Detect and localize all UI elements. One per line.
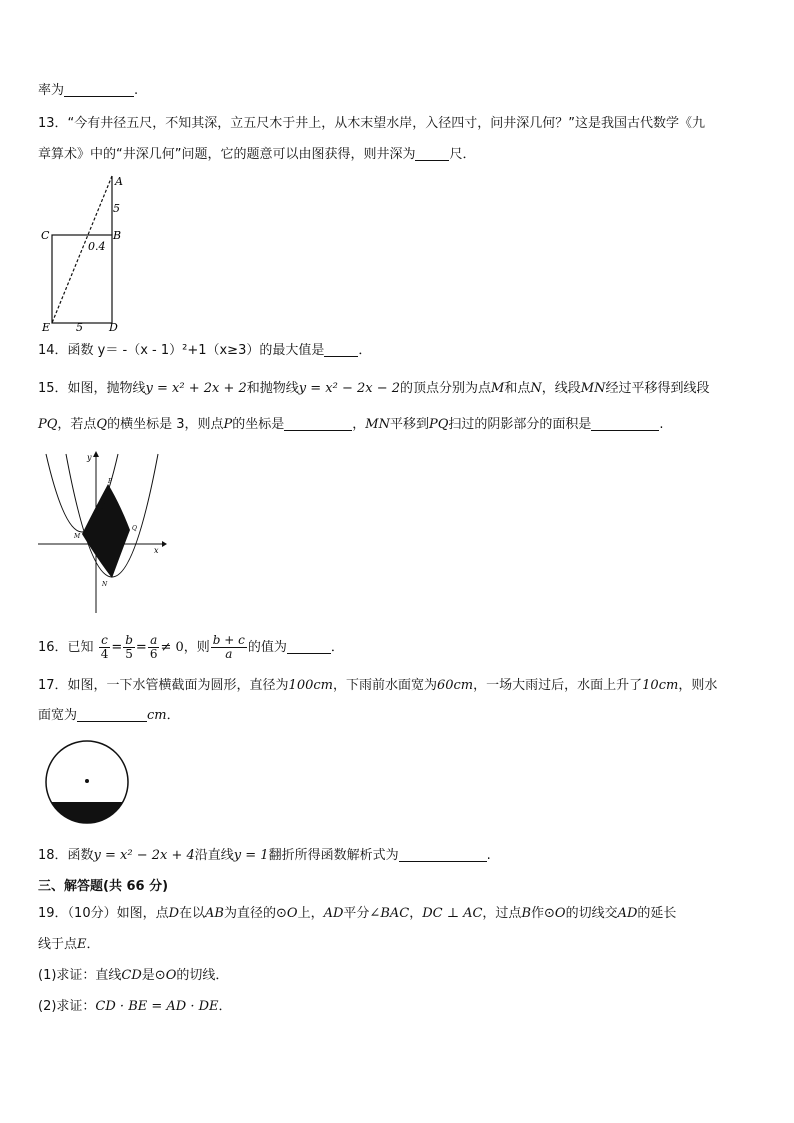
q15-end: .: [659, 417, 664, 432]
q19-part1-b: 是⊙: [141, 968, 166, 983]
q17-rise: 10cm: [642, 678, 679, 693]
section-title: 三、解答题(共 66 分): [38, 879, 169, 894]
q15-PQ: PQ: [38, 417, 58, 432]
q19-O: O: [286, 906, 298, 921]
answer-blank[interactable]: [399, 847, 487, 862]
q19-text-d: 上，: [297, 906, 324, 921]
q17-text-e: ，则水: [678, 678, 718, 693]
q15-text-e: ，线段: [541, 381, 581, 396]
section-heading: [38, 878, 168, 896]
q12-tail: [38, 82, 138, 100]
q17-text-c: ，一场大雨过后，水面上升了: [473, 678, 643, 693]
q19-line1: [38, 905, 676, 923]
q17-diameter: 100cm: [288, 678, 333, 693]
q14-text: 14．函数 y＝ -（x - 1）²+1（x≥3）的最大值是: [38, 343, 325, 358]
q19-part1-a: (1)求证：直线: [38, 968, 122, 983]
q13-line1: [38, 115, 705, 133]
q13-line2: [38, 146, 476, 164]
fraction-numerator: a: [148, 634, 160, 648]
q16-line: [38, 633, 344, 663]
answer-blank[interactable]: [77, 707, 147, 722]
q17-line1: [38, 677, 717, 695]
q15-text-d: 和点: [504, 381, 531, 396]
q19-text-j: 的延长: [637, 906, 677, 921]
q19-text-g: ，过点: [482, 906, 522, 921]
answer-blank[interactable]: [591, 416, 659, 431]
not-equal-zero: ≠ 0: [160, 640, 184, 655]
parabola-figure: [36, 450, 166, 616]
q19-CD: CD: [121, 968, 142, 983]
q19-part2-equation: CD · BE = AD · DE: [95, 999, 219, 1014]
answer-blank[interactable]: [284, 416, 352, 431]
q15-MN: MN: [580, 381, 606, 396]
q15-line2: [38, 416, 664, 434]
q19-O-3: O: [165, 968, 177, 983]
q19-O-2: O: [554, 906, 566, 921]
q19-text-a: 19．（10分）如图，点: [38, 906, 169, 921]
q19-text-line2a: 线于点: [38, 937, 78, 952]
q15-MN-2: MN: [365, 417, 390, 432]
equals-sign: =: [135, 640, 147, 655]
q15-text-h: 的横坐标是 3，则点: [107, 417, 224, 432]
q19-part2: [38, 998, 232, 1016]
label-N: N: [102, 581, 108, 588]
q19-text-h: 作⊙: [531, 906, 555, 921]
q15-text-b: 和抛物线: [246, 381, 299, 396]
q15-P: P: [223, 417, 233, 432]
q16-end: ．: [330, 640, 344, 655]
label-C: C: [41, 229, 50, 242]
fraction-bc-a: [211, 634, 247, 661]
q17-text-line2: 面宽为: [38, 708, 78, 723]
q19-text-b: 在以: [179, 906, 206, 921]
q13-text-2: 章算术》中的“井深几何”问题，它的题意可以由图获得，则井深为: [38, 147, 416, 162]
q18-line-equation: y = 1: [233, 848, 269, 863]
q15-text-i: 的坐标是: [232, 417, 285, 432]
q19-AD: AD: [323, 906, 344, 921]
q19-text-f: ，: [409, 906, 423, 921]
q13-text-1: 13．“今有井径五尺，不知其深，立五尺木于井上，从木末望水岸，入径四寸，问井深几何？”这是我国古代数学《九: [38, 116, 706, 131]
label-P: P: [108, 478, 113, 485]
q18-text-b: 沿直线: [194, 848, 234, 863]
label-len-AB: 5: [113, 202, 120, 215]
label-len-CB: 0.4: [88, 240, 106, 253]
fraction-b-5: [123, 634, 135, 661]
fraction-numerator: b: [125, 633, 133, 647]
answer-blank[interactable]: [287, 639, 331, 654]
y-axis-arrow: [93, 451, 99, 457]
label-B: B: [113, 229, 122, 242]
q19-text-c: 为直径的⊙: [224, 906, 287, 921]
label-y: y: [87, 453, 92, 462]
q16-text-b: ，则: [183, 640, 210, 655]
q15-equation-1: y = x² + 2x + 2: [145, 381, 247, 396]
q19-E: E: [77, 937, 87, 952]
q17-width: 60cm: [436, 678, 474, 693]
q19-D: D: [168, 906, 180, 921]
q15-text-k: 平移到: [389, 417, 429, 432]
q15-text-g: ，若点: [57, 417, 97, 432]
fraction-c-4: [99, 634, 111, 661]
q15-text-c: 的顶点分别为点: [400, 381, 492, 396]
q15-text-f: 经过平移得到线段: [605, 381, 710, 396]
q19-angle: ∠BAC: [369, 906, 410, 921]
q19-AB: AB: [205, 906, 224, 921]
q17-unit: cm: [147, 708, 167, 723]
q19-text-e: 平分: [343, 906, 370, 921]
q18-text-c: 翻折所得函数解析式为: [268, 848, 399, 863]
answer-blank[interactable]: [415, 146, 449, 161]
well-figure: [38, 172, 138, 334]
q18-end: .: [486, 848, 491, 863]
label-M: M: [74, 533, 81, 540]
q12-end: .: [134, 83, 139, 98]
label-E: E: [42, 321, 51, 334]
fraction-denominator: 4: [100, 647, 109, 661]
fraction-numerator: b + c: [212, 633, 245, 647]
q19-text-i: 的切线交: [565, 906, 618, 921]
q17-text-b: ，下雨前水面宽为: [332, 678, 437, 693]
label-x: x: [154, 546, 159, 555]
q15-equation-2: y = x² − 2x − 2: [298, 381, 401, 396]
center-point: [85, 779, 89, 783]
q15-N: N: [530, 381, 542, 396]
fraction-denominator: 5: [125, 647, 133, 661]
q17-line2: [38, 707, 180, 725]
q18-line: [38, 847, 491, 865]
q17-text-a: 17．如图，一下水管横截面为圆形，直径为: [38, 678, 289, 693]
q19-part1: [38, 967, 228, 985]
equals-sign: =: [111, 640, 123, 655]
q19-perpendicular: DC ⊥ AC: [422, 906, 483, 921]
label-len-ED: 5: [76, 321, 83, 334]
q15-text-l: 扫过的阴影部分的面积是: [448, 417, 592, 432]
q19-part2-a: (2)求证：: [38, 999, 96, 1014]
pipe-figure: [43, 741, 133, 827]
q14-line: [38, 342, 371, 360]
q19-AD-2: AD: [617, 906, 638, 921]
q15-text-j: ，: [352, 417, 366, 432]
q14-end: ．: [358, 343, 372, 358]
fraction-numerator: c: [99, 634, 111, 648]
q19-B: B: [521, 906, 531, 921]
answer-blank[interactable]: [324, 342, 358, 357]
q16-text-c: 的值为: [247, 640, 287, 655]
q15-Q: Q: [96, 417, 108, 432]
fraction-denominator: 6: [149, 647, 158, 661]
label-A: A: [115, 175, 123, 188]
label-Q: Q: [132, 525, 137, 532]
q17-end: ．: [166, 708, 180, 723]
fraction-a-6: [148, 634, 160, 661]
q15-line1: [38, 380, 709, 398]
q15-PQ-2: PQ: [428, 417, 449, 432]
fraction-denominator: a: [225, 647, 233, 661]
q19-part2-b: ．: [218, 999, 232, 1014]
q15-M: M: [491, 381, 505, 396]
x-axis-arrow: [162, 541, 167, 547]
q19-text-line2b: ．: [86, 937, 100, 952]
q12-text: 率为: [38, 83, 65, 98]
q16-text-a: 16．已知: [38, 640, 94, 655]
q13-text-3: 尺．: [449, 147, 476, 162]
q19-line2: [38, 936, 100, 954]
label-D: D: [109, 321, 118, 334]
q15-text-a: 15．如图，抛物线: [38, 381, 146, 396]
q18-text-a: 18．函数: [38, 848, 94, 863]
q18-equation: y = x² − 2x + 4: [93, 848, 195, 863]
answer-blank[interactable]: [64, 82, 134, 97]
q19-part1-c: 的切线．: [176, 968, 229, 983]
